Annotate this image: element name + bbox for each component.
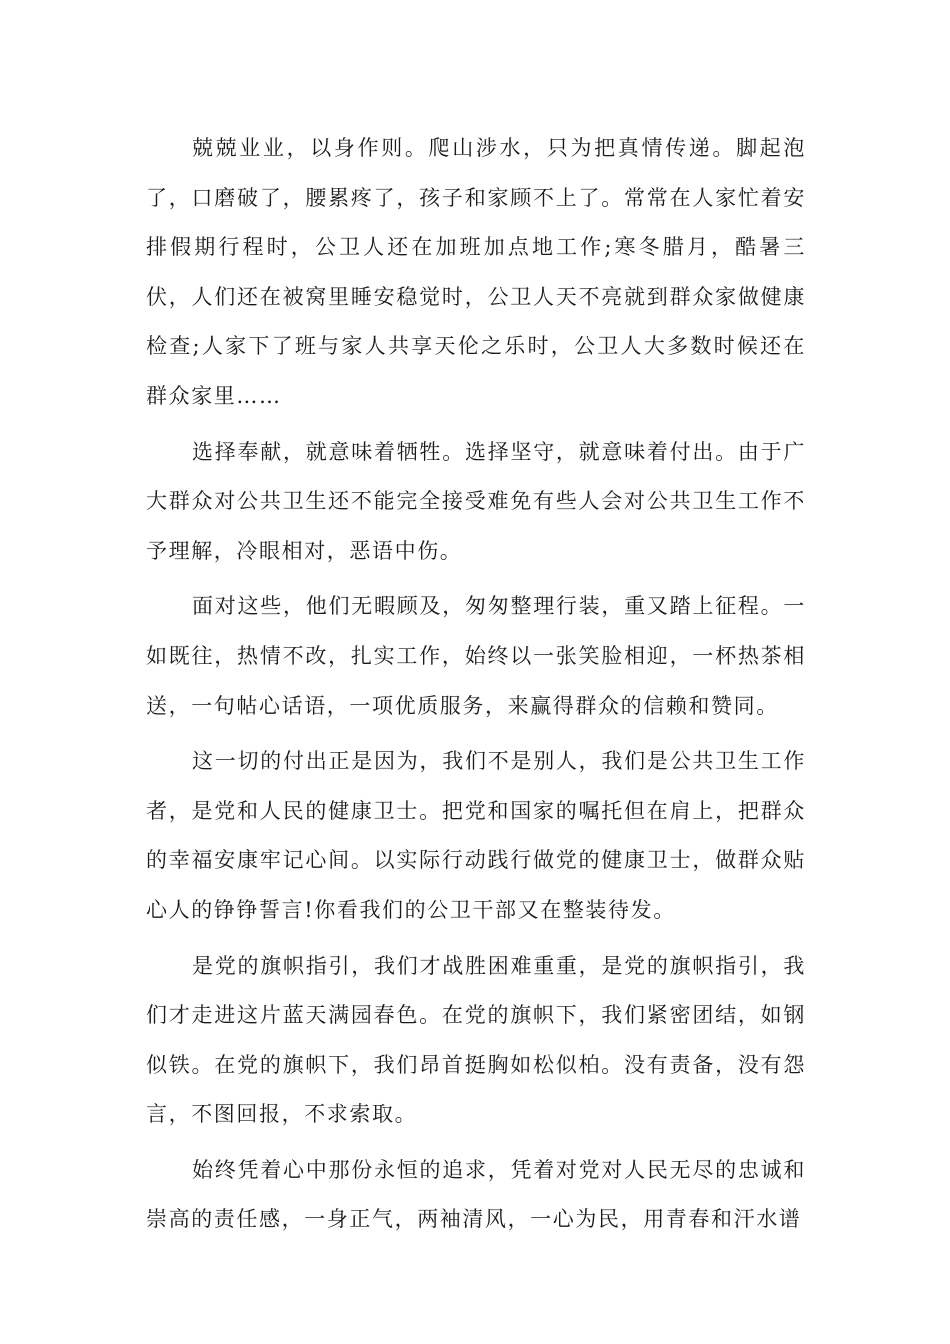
paragraph-5: 是党的旗帜指引，我们才战胜困难重重，是党的旗帜指引，我们才走进这片蓝天满园春色。在党的旗帜下，我们紧密团结，如钢似铁。在党的旗帜下，我们昂首挺胸如松似柏。没有责备，没有怨言，不图回报，不求索取。 <box>146 953 806 1127</box>
paragraph-6: 始终凭着心中那份永恒的追求，凭着对党对人民无尽的忠诚和崇高的责任感，一身正气，两袖清风，一心为民，用青春和汗水谱 <box>146 1157 806 1232</box>
paragraph-3: 面对这些，他们无暇顾及，匆匆整理行装，重又踏上征程。一如既往，热情不改，扎实工作，始终以一张笑脸相迎，一杯热茶相送，一句帖心话语，一项优质服务，来赢得群众的信赖和赞同。 <box>146 594 806 718</box>
paragraph-1: 兢兢业业，以身作则。爬山涉水，只为把真情传递。脚起泡了，口磨破了，腰累疼了，孩子和家顾不上了。常常在人家忙着安排假期行程时，公卫人还在加班加点地工作;寒冬腊月，酷暑三伏，人们还在被窝里睡安稳觉时，公卫人天不亮就到群众家做健康检查;人家下了班与家人共享天伦之乐时，公卫人大多数时候还在群众家里…… <box>146 136 806 408</box>
paragraph-2: 选择奉献，就意味着牺牲。选择坚守，就意味着付出。由于广大群众对公共卫生还不能完全接受难免有些人会对公共卫生工作不予理解，冷眼相对，恶语中伤。 <box>146 439 806 563</box>
paragraph-4: 这一切的付出正是因为，我们不是别人，我们是公共卫生工作者，是党和人民的健康卫士。把党和国家的嘱托但在肩上，把群众的幸福安康牢记心间。以实际行动践行做党的健康卫士，做群众贴心人的铮铮誓言!你看我们的公卫干部又在整装待发。 <box>146 749 806 922</box>
document-page <box>146 124 806 1251</box>
